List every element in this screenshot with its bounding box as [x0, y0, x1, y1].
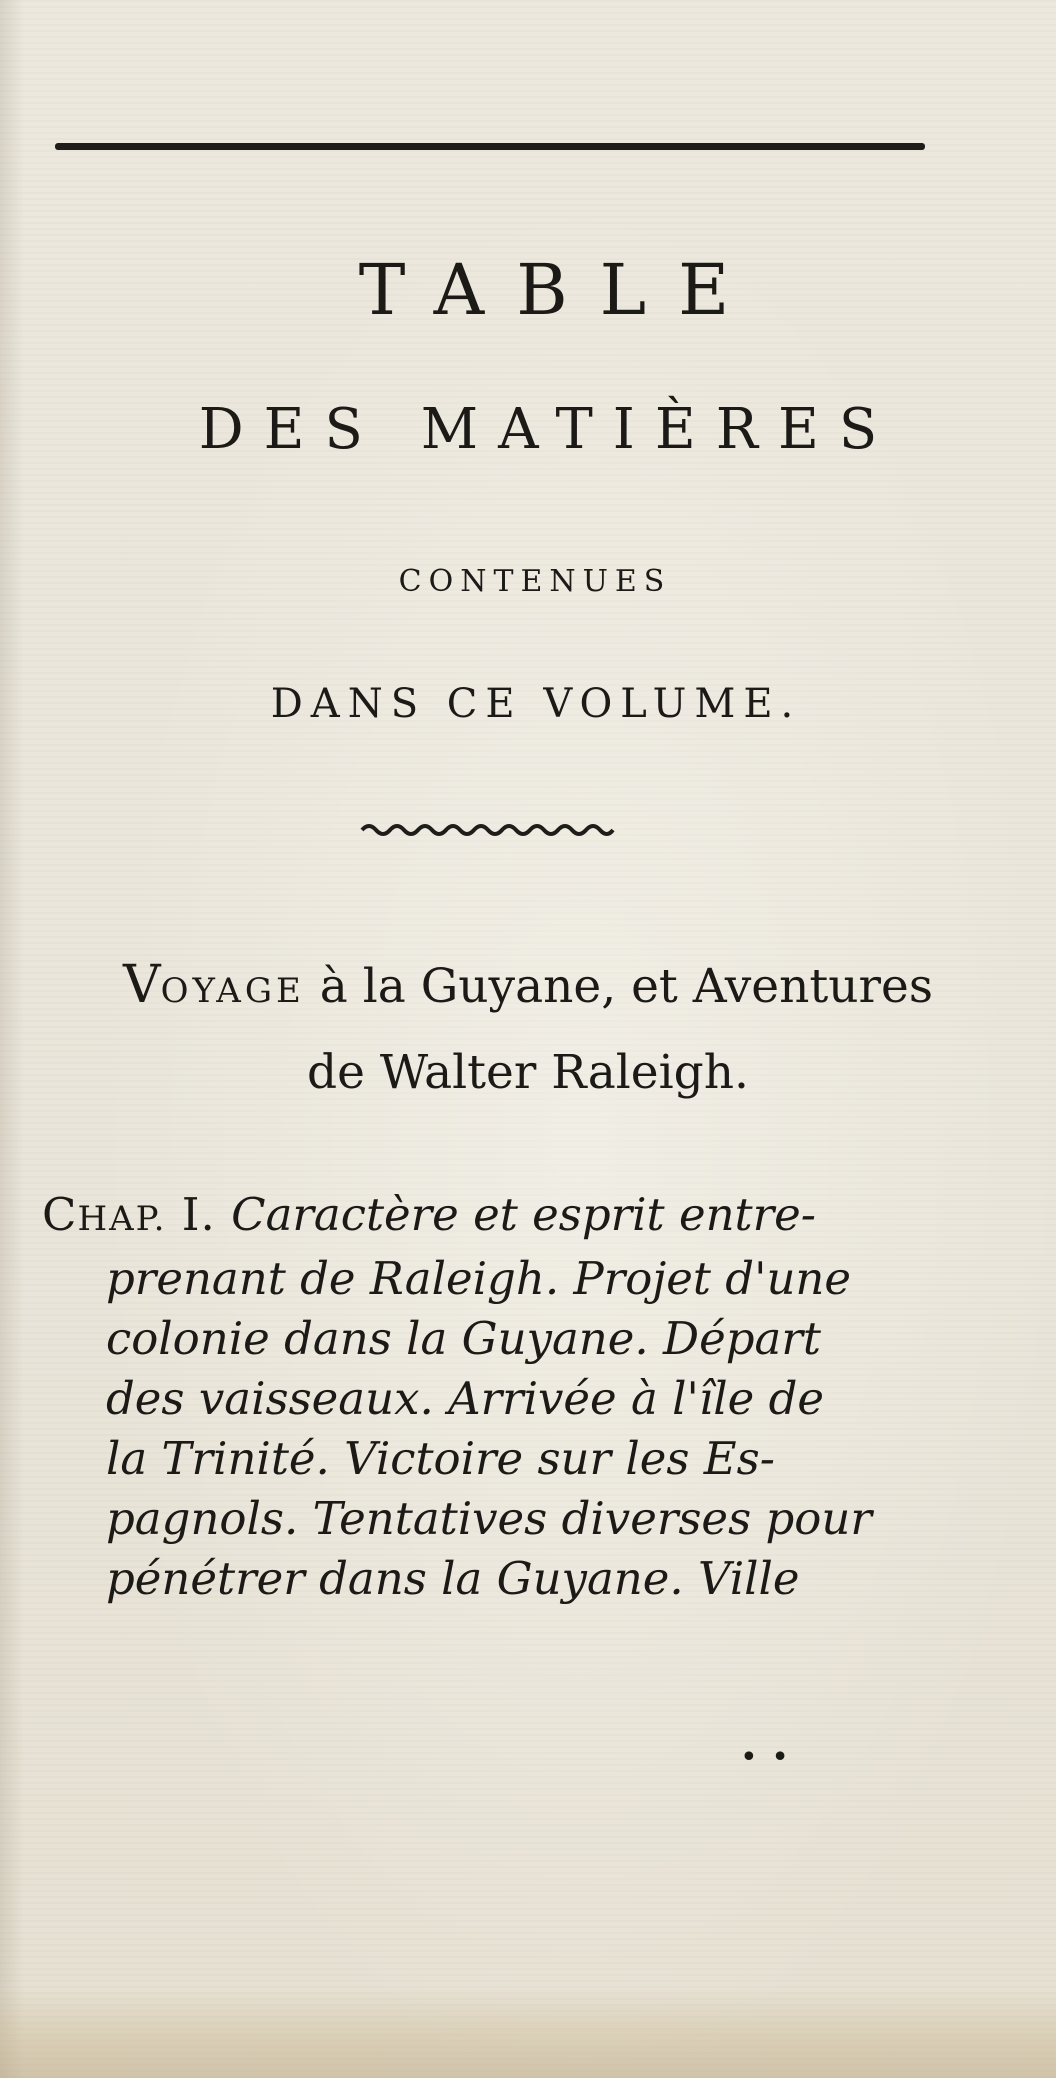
section-heading-rest: à la Guyane, et Aventures — [304, 959, 933, 1014]
section-small-caps: OYAGE — [160, 971, 305, 1011]
chapter-text-line: pagnols. Tentatives diverses pour — [106, 1492, 872, 1545]
section-heading-line-2: de Walter Raleigh. — [307, 1045, 749, 1100]
wavy-ornament — [360, 820, 615, 840]
chapter-number: I. — [166, 1188, 232, 1241]
volume-line: DANS CE VOLUME. — [270, 681, 802, 727]
page-subtitle: DES MATIÈRES — [198, 397, 898, 462]
page-title: TABLE — [358, 249, 762, 331]
chapter-label — [42, 1188, 231, 1241]
contents-line: CONTENUES — [398, 564, 672, 599]
chapter-text-line: la Trinité. Victoire sur les Es- — [106, 1432, 775, 1485]
chapter-entry — [42, 1185, 942, 1609]
chapter-text-line: Caractère et esprit entre- — [231, 1188, 816, 1241]
top-rule — [55, 143, 925, 150]
chapter-line-1 — [42, 1185, 942, 1249]
chapter-text-line: colonie dans la Guyane. Départ — [106, 1312, 821, 1365]
page-bottom-stain — [0, 1988, 1056, 2078]
section-lead-capital: V — [123, 955, 161, 1015]
chapter-text-line: pénétrer dans la Guyane. Ville — [106, 1552, 800, 1605]
chapter-label-small-caps: HAP. — [77, 1199, 167, 1239]
section-heading — [0, 955, 1056, 1021]
chapter-label-cap: C — [42, 1188, 78, 1241]
chapter-text-line: prenant de Raleigh. Projet d'une — [106, 1252, 852, 1305]
signature-mark: • • — [740, 1740, 791, 1775]
chapter-text-line: des vaisseaux. Arrivée à l'île de — [106, 1372, 825, 1425]
